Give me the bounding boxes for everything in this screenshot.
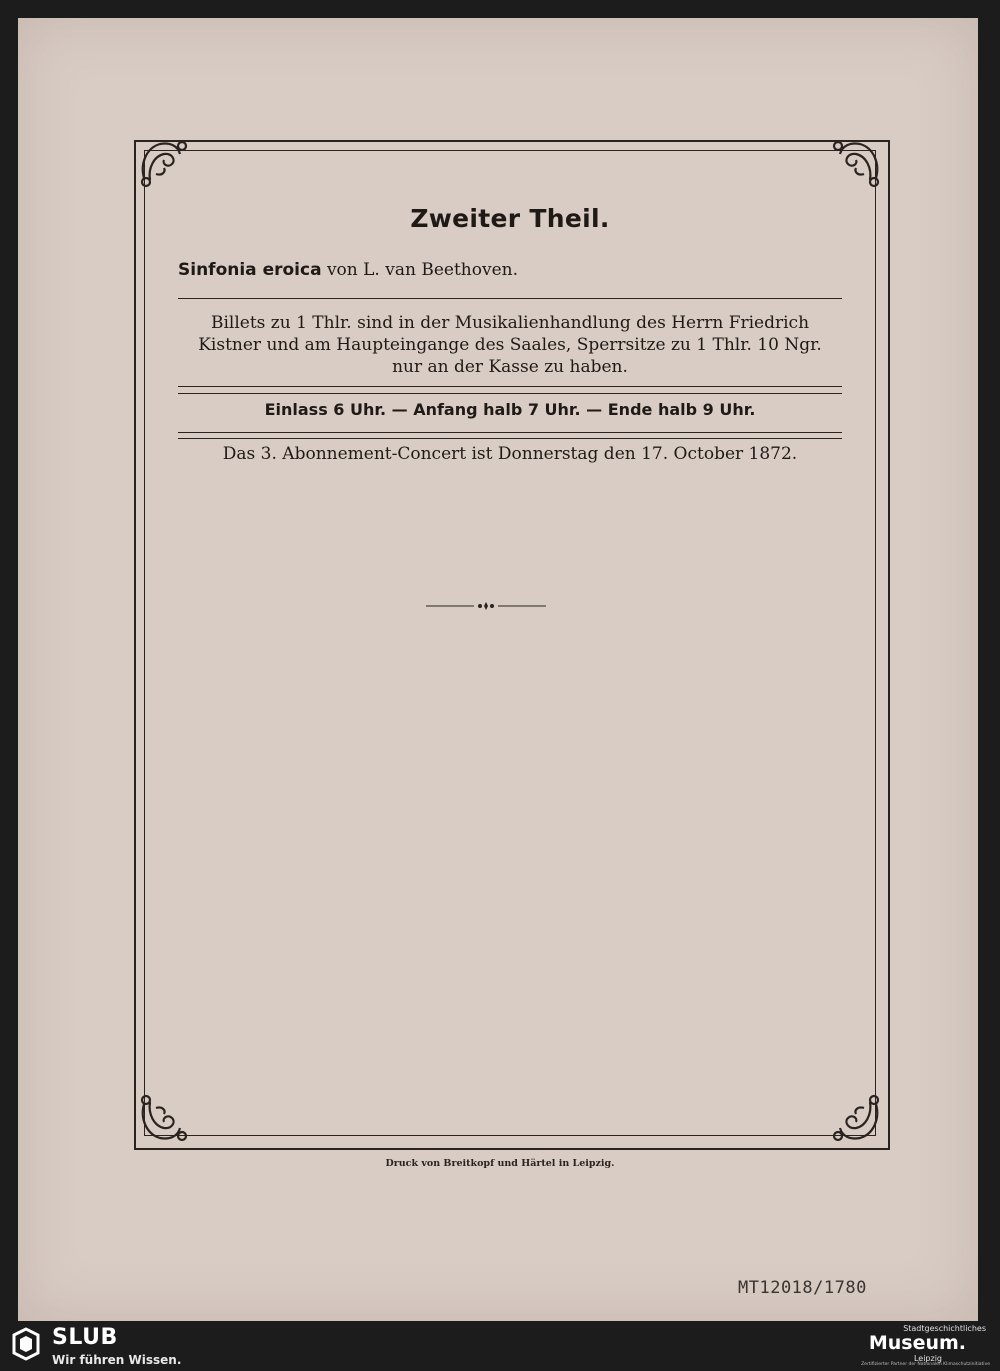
next-concert-notice: Das 3. Abonnement-Concert ist Donnerstag den 17. October 1872. <box>222 444 798 464</box>
ticket-info-line: Billets zu 1 Thlr. sind in der Musikalienhandlung des Herrn Friedrich <box>210 313 810 333</box>
divider-rule <box>178 393 842 394</box>
museum-subtitle: Stadtgeschichtliches <box>903 1324 986 1333</box>
shelfmark-handwritten: MT12018/1780 <box>738 1278 867 1298</box>
section-title: Zweiter Theil. <box>410 204 610 233</box>
symphony-composer: von L. van Beethoven. <box>321 260 518 280</box>
divider-rule <box>178 432 842 433</box>
library-name: SLUB <box>52 1325 118 1350</box>
footer-bar <box>0 1321 1000 1371</box>
symphony-line <box>178 260 842 280</box>
divider-rule <box>178 438 842 439</box>
corner-ornament-icon <box>136 134 192 190</box>
schedule-times: Einlass 6 Uhr. — Anfang halb 7 Uhr. — Ende halb 9 Uhr. <box>264 400 756 419</box>
library-tagline: Wir führen Wissen. <box>52 1353 182 1367</box>
divider-rule <box>178 298 842 299</box>
ticket-info <box>178 312 842 378</box>
divider-rule <box>178 386 842 387</box>
printer-imprint: Druck von Breitkopf und Härtel in Leipzig. <box>385 1158 615 1169</box>
ticket-info-line: nur an der Kasse zu haben. <box>392 357 628 377</box>
museum-note: Zertifizierter Partner der Nationalen Klimaschutzinitiative <box>861 1362 990 1367</box>
symphony-title: Sinfonia eroica <box>178 260 322 280</box>
corner-ornament-icon <box>828 1092 884 1148</box>
divider-ornament-icon <box>426 600 546 612</box>
slub-logo-icon <box>10 1327 42 1361</box>
museum-name: Museum. <box>868 1332 966 1354</box>
corner-ornament-icon <box>136 1092 192 1148</box>
ticket-info-line: Kistner und am Haupteingange des Saales, Sperrsitze zu 1 Thlr. 10 Ngr. <box>198 335 822 355</box>
corner-ornament-icon <box>828 134 884 190</box>
museum-city: Leipzig <box>913 1354 942 1363</box>
